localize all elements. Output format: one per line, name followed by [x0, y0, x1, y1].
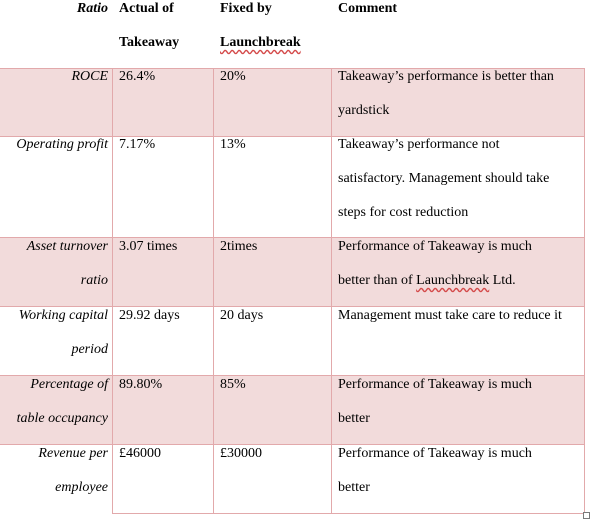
- table-row: [0, 368, 610, 436]
- row-2-actual: 7.17%: [119, 137, 156, 152]
- row-3-ratio-line1: Asset turnover: [26, 239, 108, 254]
- row-4-ratio: [0, 299, 112, 367]
- row-5-comment-line2: better: [338, 411, 370, 426]
- row-4-comment: [331, 299, 584, 333]
- header-ratio: Ratio: [76, 1, 108, 16]
- row-3-ratio: [0, 230, 112, 298]
- table-row: [0, 128, 610, 230]
- row-6-ratio: [0, 437, 112, 505]
- spellcheck-word: Launchbreak: [416, 273, 490, 288]
- row-6-ratio-line2: employee: [55, 480, 108, 495]
- row-1-comment-line1: Takeaway’s performance is better than: [338, 69, 554, 84]
- row-1-comment-line2: yardstick: [338, 103, 390, 118]
- row-6-comment-line2: better: [338, 480, 370, 495]
- grid-line: [0, 136, 584, 137]
- row-4-actual: 29.92 days: [119, 308, 180, 323]
- header-actual: [112, 0, 213, 60]
- header-actual-line1: Actual of: [119, 1, 174, 16]
- table-row: [0, 299, 610, 367]
- header-fixed: [213, 0, 331, 60]
- row-1-fixed: 20%: [220, 69, 246, 84]
- row-5-fixed: 85%: [220, 377, 246, 392]
- row-3-comment: [331, 230, 584, 298]
- table-row: [0, 60, 610, 128]
- row-2-comment-line2: satisfactory. Management should take: [338, 171, 550, 186]
- row-6-ratio-line1: Revenue per: [38, 446, 108, 461]
- table-row: [0, 230, 610, 298]
- grid-line: [331, 68, 332, 514]
- grid-line: [0, 375, 584, 376]
- grid-line: [0, 444, 584, 445]
- row-4-ratio-line2: period: [71, 342, 108, 357]
- row-4-comment-line1: Management must take care to reduce it: [338, 308, 562, 323]
- row-6-comment-line1: Performance of Takeaway is much: [338, 446, 532, 461]
- row-2-comment-line3: steps for cost reduction: [338, 205, 469, 220]
- table-header-row: [0, 0, 610, 68]
- row-2-comment: [331, 128, 584, 230]
- header-fixed-line1: Fixed by: [220, 1, 272, 16]
- header-fixed-line2: [220, 26, 331, 60]
- grid-line: [112, 513, 584, 514]
- row-5-comment-line1: Performance of Takeaway is much: [338, 377, 532, 392]
- row-5-actual: 89.80%: [119, 377, 163, 392]
- grid-line: [213, 68, 214, 514]
- grid-line: [0, 237, 584, 238]
- row-3-ratio-line2: ratio: [80, 273, 108, 288]
- row-1-comment: [331, 60, 584, 128]
- row-6-actual: £46000: [119, 446, 161, 461]
- row-3-comment-line1: Performance of Takeaway is much: [338, 239, 532, 254]
- grid-line: [584, 68, 585, 514]
- row-1-ratio-line1: ROCE: [71, 69, 108, 84]
- row-6-fixed: £30000: [220, 446, 262, 461]
- row-5-ratio: [0, 368, 112, 436]
- row-6-comment: [331, 437, 584, 505]
- row-1-actual: 26.4%: [119, 69, 156, 84]
- row-3-fixed: 2times: [220, 239, 258, 254]
- row-5-ratio-line1: Percentage of: [30, 377, 108, 392]
- row-1-ratio: [0, 60, 112, 94]
- header-comment: Comment: [338, 1, 398, 16]
- row-3-comment-line2: better than of Launchbreak Ltd.: [338, 273, 516, 288]
- row-2-comment-line1: Takeaway’s performance not: [338, 137, 500, 152]
- row-5-comment: [331, 368, 584, 436]
- row-3-actual: 3.07 times: [119, 239, 178, 254]
- table-resize-handle[interactable]: [583, 512, 590, 519]
- row-2-ratio: [0, 128, 112, 162]
- row-2-fixed: 13%: [220, 137, 246, 152]
- header-actual-line2: Takeaway: [119, 35, 180, 50]
- row-2-ratio-line1: Operating profit: [16, 137, 108, 152]
- grid-line: [112, 68, 113, 514]
- grid-line: [0, 68, 584, 69]
- header-fixed-line2-text: Launchbreak: [220, 35, 301, 50]
- row-4-fixed: 20 days: [220, 308, 264, 323]
- row-4-ratio-line1: Working capital: [18, 308, 108, 323]
- grid-line: [0, 306, 584, 307]
- row-5-ratio-line2: table occupancy: [16, 411, 108, 426]
- table-row: [0, 437, 610, 507]
